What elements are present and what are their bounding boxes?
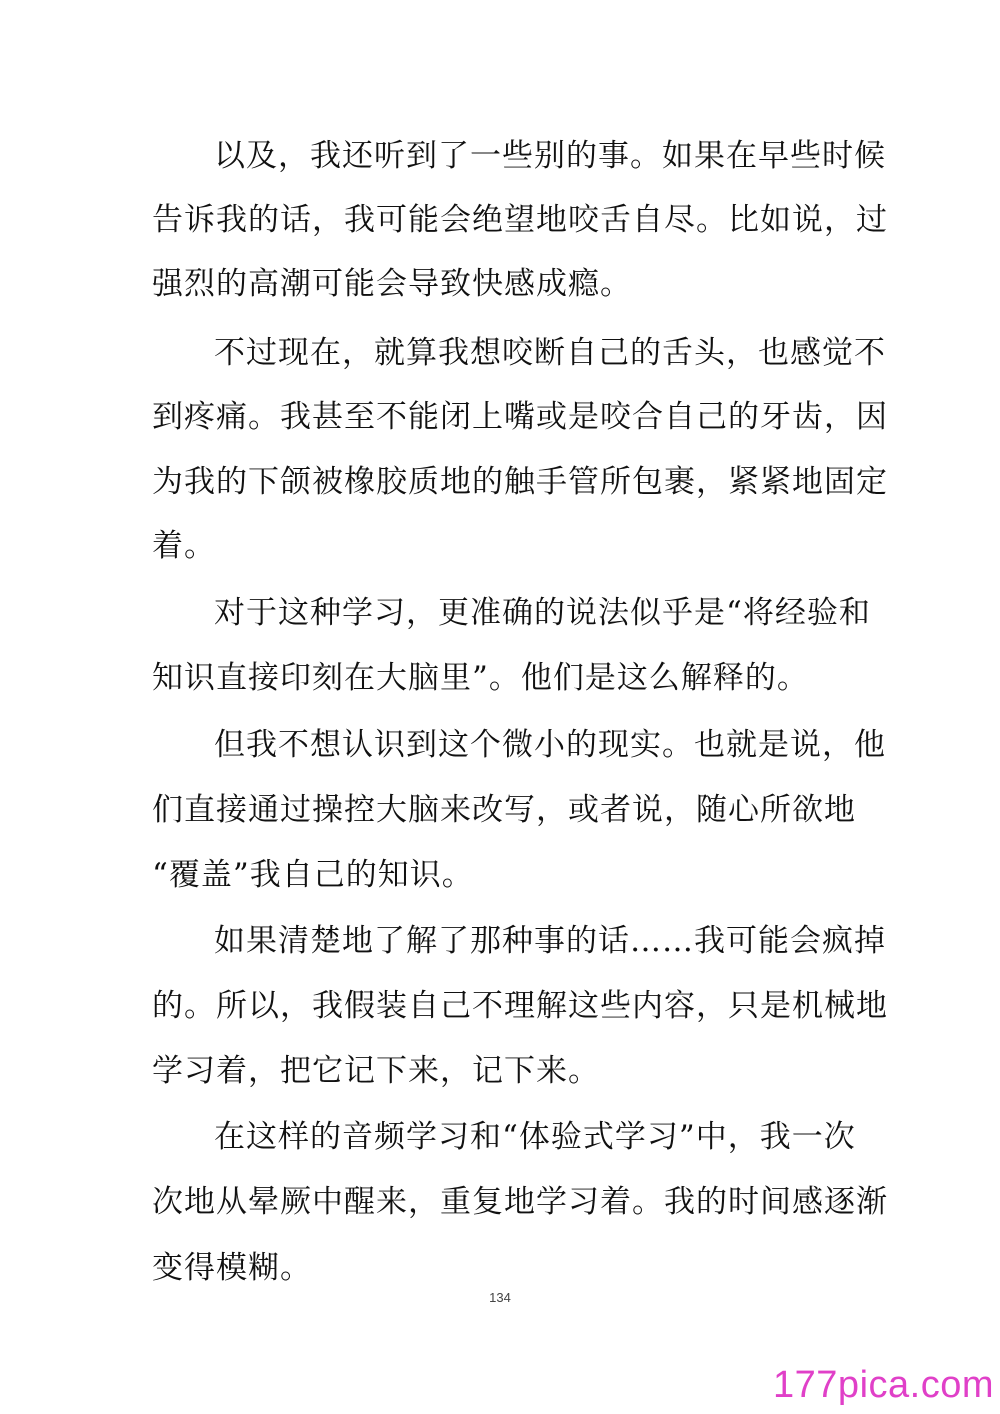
page-number: 134 — [489, 1290, 511, 1305]
watermark: 177pica.com — [773, 1364, 994, 1406]
text-line: 着。 — [152, 528, 216, 564]
text-line: 知识直接印刻在大脑里”。他们是这么解释的。 — [152, 660, 809, 696]
text-line: 以及，我还听到了一些别的事。如果在早些时候 — [214, 138, 886, 174]
text-line: 的。所以，我假装自己不理解这些内容，只是机械地 — [152, 988, 888, 1024]
text-line: 变得模糊。 — [152, 1250, 312, 1286]
text-line: 但我不想认识到这个微小的现实。也就是说，他 — [214, 727, 886, 763]
text-line: 次地从晕厥中醒来，重复地学习着。我的时间感逐渐 — [152, 1184, 888, 1220]
text-line: “覆盖”我自己的知识。 — [152, 857, 474, 893]
text-line: 为我的下颌被橡胶质地的触手管所包裹，紧紧地固定 — [152, 464, 888, 500]
text-line: 强烈的高潮可能会导致快感成瘾。 — [152, 266, 632, 302]
text-line: 不过现在，就算我想咬断自己的舌头，也感觉不 — [214, 335, 886, 371]
text-line: 如果清楚地了解了那种事的话……我可能会疯掉 — [214, 923, 886, 959]
text-line: 学习着，把它记下来，记下来。 — [152, 1053, 600, 1089]
text-line: 们直接通过操控大脑来改写，或者说，随心所欲地 — [152, 792, 856, 828]
text-line: 告诉我的话，我可能会绝望地咬舌自尽。比如说，过 — [152, 202, 888, 238]
text-line: 在这样的音频学习和“体验式学习”中，我一次 — [214, 1119, 856, 1155]
text-line: 对于这种学习，更准确的说法似乎是“将经验和 — [214, 595, 871, 631]
text-line: 到疼痛。我甚至不能闭上嘴或是咬合自己的牙齿，因 — [152, 399, 888, 435]
